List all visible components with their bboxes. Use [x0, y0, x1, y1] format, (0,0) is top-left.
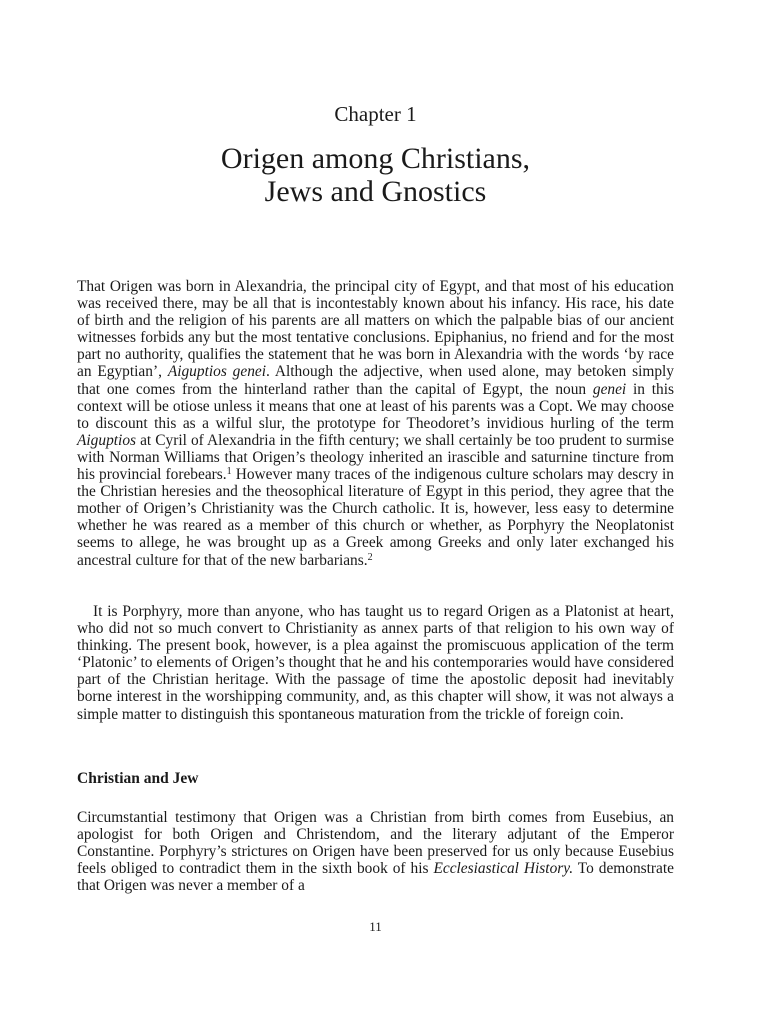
page-number: 11: [369, 919, 382, 934]
p1-text-5: However many traces of the indigenous culture scholars may descry in the Christian heresies and the theosophical literature of Egypt in this period, they agree that the mother of Origen’s Christianity was the Church catholic. It is, however, less easy to determine whether he was reared as a member of this church or whether, as Porphyry the Neoplatonist seems to allege, he was brought up as a Greek among Greeks and only later exchanged his ancestral culture for that of the new barbarians.: [77, 466, 674, 569]
p1-italic-3: Aiguptios: [77, 431, 136, 449]
p1-text-2: . Although the adjective, when used alone, may betoken simply that one comes from the hinterland rather than the capital of Egypt, the noun: [77, 363, 674, 398]
p1-text-4: at Cyril of Alexandria in the fifth century; we shall certainly be too prudent to surmise with Norman Williams that Origen’s theology inherited an irascible and saturnine tincture from his provincial forebears.: [77, 431, 674, 484]
p3-text-1: Circumstantial testimony that Origen was a Christian from birth comes from Eusebius, an apologist for both Origen and Christendom, and the literary adjutant of the Emperor Constantine. Porphyry’s strictures on Origen have been preserved for us only because Eusebius feels obliged to contradict them in the sixth book of his: [77, 809, 674, 878]
chapter-title-line-2: Jews and Gnostics: [264, 175, 487, 208]
chapter-title-line-1: Origen among Christians,: [220, 142, 531, 175]
p1-italic-2: genei: [592, 380, 627, 398]
footnote-ref-1[interactable]: 1: [226, 466, 232, 478]
paragraph-3: [77, 809, 674, 894]
chapter-label: Chapter 1: [334, 102, 417, 126]
p1-italic-1: Aiguptios genei: [167, 363, 267, 381]
p3-text-2: To demonstrate that Origen was never a member of a: [77, 860, 674, 895]
section-heading: Christian and Jew: [77, 770, 199, 787]
paragraph-1: [77, 278, 674, 569]
p1-text-1: That Origen was born in Alexandria, the principal city of Egypt, and that most of his education was received there, may be all that is incontestably known about his infancy. His race, his date of birth and the religion of his parents are all matters on which the palpable bias of our ancient witnesses forbids any but the most tentative conclusions. Epiphanius, no friend and for the most part no authority, qualifies the statement that he was born in Alexandria with the words ‘by race an Egyptian’,: [77, 278, 674, 381]
p1-text-3: in this context will be otiose unless it means that one at least of his parents was a Copt. We may choose to discount this as a wilful slur, the prototype for Theodoret’s invidious hurling of the term: [77, 380, 674, 432]
footnote-ref-2[interactable]: 2: [367, 551, 373, 563]
chapter-title: [77, 142, 674, 208]
p3-italic-1: Ecclesiastical History.: [433, 860, 574, 878]
paragraph-2: It is Porphyry, more than anyone, who has taught us to regard Origen as a Platonist at heart, who did not so much convert to Christianity as annex parts of that religion to his own way of thinking. The present book, however, is a plea against the promiscuous application of the term ‘Platonic’ to elements of Origen’s thought that he and his contemporaries would have considered part of the Christian heritage. With the passage of time the apostolic deposit had inevitably borne interest in the worshipping community, and, as this chapter will show, it was not always a simple matter to distinguish this spontaneous maturation from the trickle of foreign coin.: [77, 603, 674, 723]
